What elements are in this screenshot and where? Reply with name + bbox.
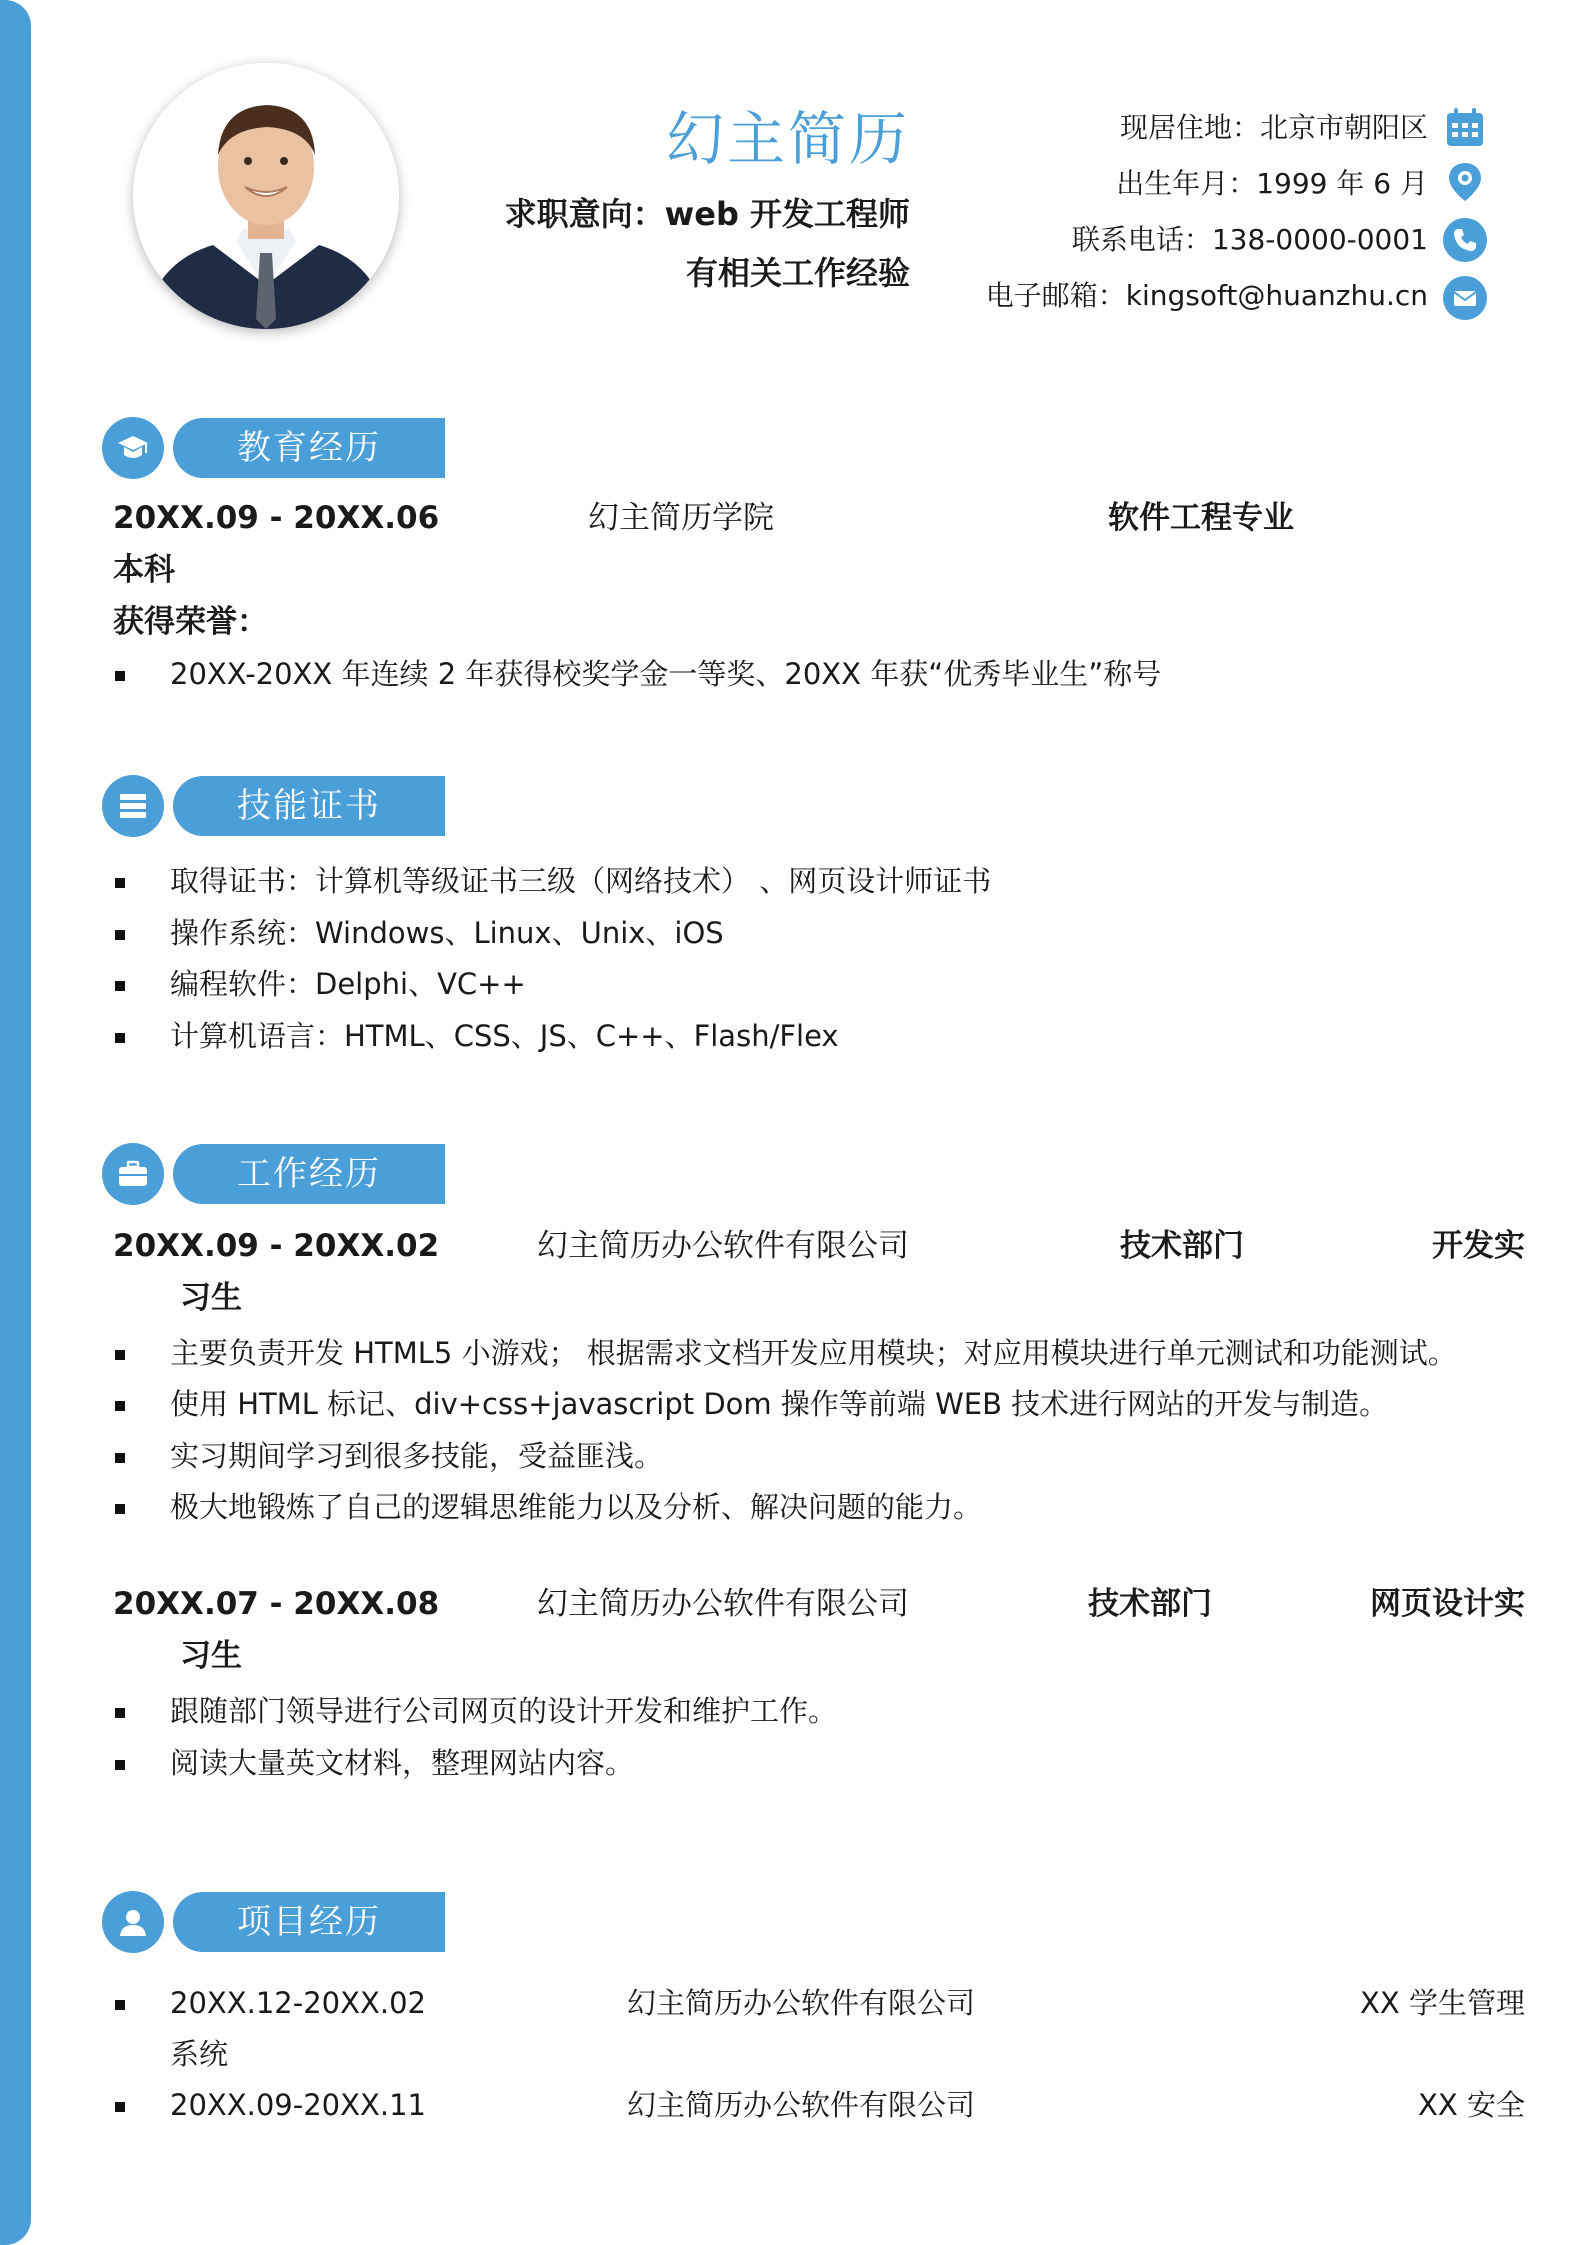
section-title-education: 教育经历 — [173, 418, 445, 478]
bullet — [115, 1708, 125, 1718]
job-period: 20XX.07 - 20XX.08 — [113, 1586, 440, 1622]
job-duty: 使用 HTML 标记、div+css+javascript Dom 操作等前端 WEB 技术进行网站的开发与制造。 — [170, 1387, 1389, 1421]
job-department: 技术部门 — [1088, 1586, 1212, 1622]
edu-degree: 本科 — [113, 552, 175, 588]
bullet — [115, 1453, 125, 1463]
job-role: 网页设计实 — [1370, 1586, 1525, 1622]
info-address: 现居住地：北京市朝阳区 — [1119, 111, 1428, 144]
project-name: XX 安全 — [1418, 2088, 1525, 2122]
section-title-skills: 技能证书 — [173, 776, 445, 836]
job-department: 技术部门 — [1120, 1228, 1244, 1264]
job-role-continued: 习生 — [180, 1280, 242, 1316]
user-icon — [102, 1891, 164, 1953]
section-title-projects: 项目经历 — [173, 1892, 445, 1952]
edu-period: 20XX.09 - 20XX.06 — [113, 500, 440, 536]
info-birth: 出生年月：1999 年 6 月 — [1116, 167, 1428, 200]
skill-item: 操作系统：Windows、Linux、Unix、iOS — [170, 916, 724, 950]
bullet — [115, 2000, 125, 2010]
mail-icon — [1443, 276, 1487, 320]
calendar-icon — [1443, 106, 1487, 150]
job-role: 开发实 — [1432, 1228, 1525, 1264]
bullet — [115, 981, 125, 991]
job-duty: 实习期间学习到很多技能，受益匪浅。 — [170, 1439, 664, 1473]
project-name: XX 学生管理 — [1360, 1986, 1525, 2020]
phone-icon — [1443, 218, 1487, 262]
job-duty: 跟随部门领导进行公司网页的设计开发和维护工作。 — [170, 1694, 838, 1728]
bullet — [115, 1033, 125, 1043]
job-intent: 求职意向：web 开发工程师 — [504, 195, 910, 233]
briefcase-icon — [102, 1143, 164, 1205]
job-period: 20XX.09 - 20XX.02 — [113, 1228, 440, 1264]
skill-item: 编程软件：Delphi、VC++ — [170, 967, 526, 1001]
info-phone: 联系电话：138-0000-0001 — [1071, 223, 1428, 256]
graduation-cap-icon — [102, 417, 164, 479]
job-duty: 阅读大量英文材料，整理网站内容。 — [170, 1746, 635, 1780]
project-company: 幻主简历办公软件有限公司 — [627, 2088, 976, 2122]
project-name-continued: 系统 — [170, 2037, 229, 2071]
location-pin-icon — [1443, 160, 1487, 204]
bullet — [115, 930, 125, 940]
resume-name: 幻主简历 — [665, 105, 910, 173]
bullet — [115, 671, 125, 681]
certificate-icon — [102, 775, 164, 837]
project-period: 20XX.09-20XX.11 — [170, 2088, 426, 2122]
bullet — [115, 878, 125, 888]
info-email: 电子邮箱：kingsoft@huanzhu.cn — [985, 279, 1428, 312]
edu-honors-title: 获得荣誉： — [113, 604, 268, 640]
edu-honor-item: 20XX-20XX 年连续 2 年获得校奖学金一等奖、20XX 年获“优秀毕业生”称号 — [170, 657, 1162, 691]
skill-item: 计算机语言：HTML、CSS、JS、C++、Flash/Flex — [170, 1019, 839, 1053]
bullet — [115, 2102, 125, 2112]
project-company: 幻主简历办公软件有限公司 — [627, 1986, 976, 2020]
job-role-continued: 习生 — [180, 1638, 242, 1674]
job-duty: 极大地锻炼了自己的逻辑思维能力以及分析、解决问题的能力。 — [170, 1490, 983, 1524]
job-company: 幻主简历办公软件有限公司 — [537, 1586, 909, 1622]
edu-major: 软件工程专业 — [1108, 500, 1294, 536]
left-accent-bar — [0, 0, 31, 2245]
bullet — [115, 1504, 125, 1514]
edu-school: 幻主简历学院 — [588, 500, 774, 536]
bullet — [115, 1350, 125, 1360]
bullet — [115, 1760, 125, 1770]
project-period: 20XX.12-20XX.02 — [170, 1986, 426, 2020]
skill-item: 取得证书：计算机等级证书三级（网络技术） 、网页设计师证书 — [170, 864, 992, 898]
bullet — [115, 1401, 125, 1411]
job-duty: 主要负责开发 HTML5 小游戏； 根据需求文档开发应用模块；对应用模块进行单元测试和功能测试。 — [170, 1336, 1457, 1370]
job-company: 幻主简历办公软件有限公司 — [537, 1228, 909, 1264]
section-title-work: 工作经历 — [173, 1144, 445, 1204]
profile-photo — [133, 63, 399, 329]
work-experience-note: 有相关工作经验 — [685, 254, 910, 292]
